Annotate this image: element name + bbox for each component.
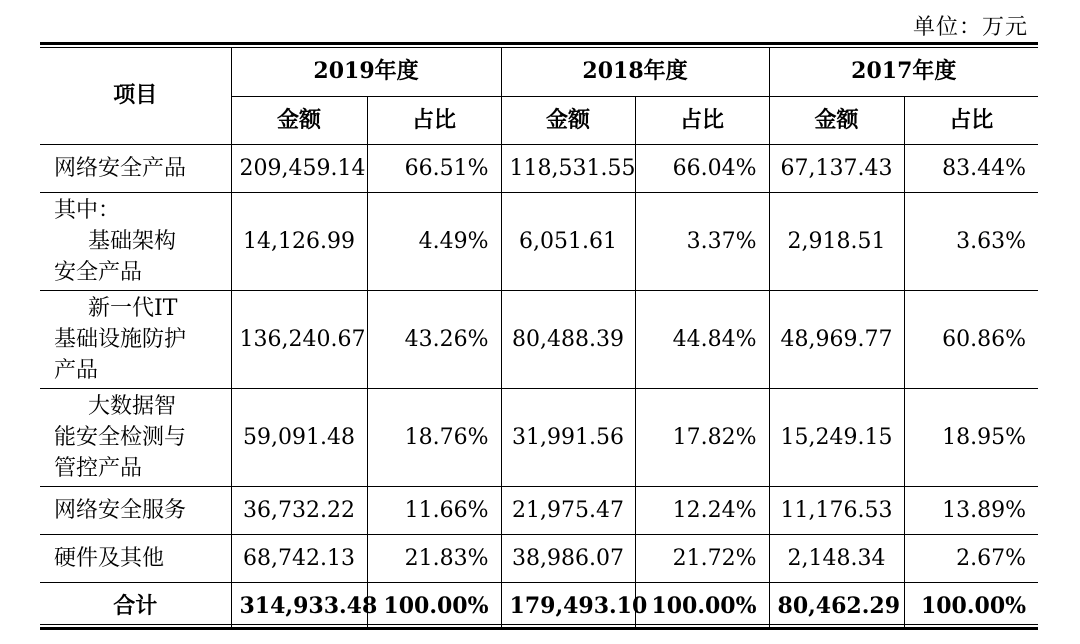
row-label-prefix: 其中：	[54, 197, 121, 223]
header-amount: 金额	[501, 96, 635, 144]
cell-ratio-2019: 21.83%	[367, 534, 501, 582]
total-row	[40, 582, 1038, 630]
row-label-line: 基础架构	[88, 228, 177, 254]
total-ratio-2019: 100.00%	[367, 582, 501, 630]
bottom-thick-rule	[40, 627, 1038, 630]
table-row	[40, 486, 1038, 534]
cell-amount-2019: 209,459.14	[231, 144, 367, 192]
cell-amount-2017: 48,969.77	[769, 290, 904, 388]
cell-ratio-2017: 13.89%	[904, 486, 1038, 534]
header-amount: 金额	[231, 96, 367, 144]
cell-amount-2018: 38,986.07	[501, 534, 635, 582]
table-row	[40, 534, 1038, 582]
cell-amount-2017: 11,176.53	[769, 486, 904, 534]
cell-amount-2018: 31,991.56	[501, 388, 635, 486]
row-label-line: 基础设施防护	[54, 326, 187, 352]
cell-amount-2017: 2,918.51	[769, 192, 904, 290]
header-year-2018: 2018年度	[501, 48, 769, 96]
cell-ratio-2018: 21.72%	[635, 534, 769, 582]
row-label-line: 产品	[54, 357, 99, 383]
row-label	[40, 534, 231, 582]
row-label-line: 安全产品	[54, 259, 143, 285]
total-ratio-2017: 100.00%	[904, 582, 1038, 630]
cell-amount-2018: 118,531.55	[501, 144, 635, 192]
cell-ratio-2019: 18.76%	[367, 388, 501, 486]
row-label	[40, 192, 231, 290]
row-label-line: 新一代IT	[88, 295, 178, 321]
header-ratio: 占比	[904, 96, 1038, 144]
cell-amount-2018: 80,488.39	[501, 290, 635, 388]
cell-ratio-2018: 17.82%	[635, 388, 769, 486]
cell-ratio-2017: 60.86%	[904, 290, 1038, 388]
row-label-line: 网络安全产品	[54, 155, 187, 181]
row-label-line: 硬件及其他	[54, 545, 165, 571]
cell-amount-2019: 68,742.13	[231, 534, 367, 582]
cell-ratio-2018: 3.37%	[635, 192, 769, 290]
cell-ratio-2018: 12.24%	[635, 486, 769, 534]
row-label-line: 网络安全服务	[54, 497, 187, 523]
row-label	[40, 144, 231, 192]
cell-ratio-2017: 18.95%	[904, 388, 1038, 486]
cell-amount-2019: 36,732.22	[231, 486, 367, 534]
total-amount-2018: 179,493.10	[501, 582, 635, 630]
unit-label: 单位：万元	[912, 15, 1028, 40]
total-amount-2019: 314,933.48	[231, 582, 367, 630]
cell-ratio-2019: 66.51%	[367, 144, 501, 192]
header-ratio: 占比	[635, 96, 769, 144]
header-amount: 金额	[769, 96, 904, 144]
revenue-table	[40, 48, 1038, 630]
cell-amount-2019: 59,091.48	[231, 388, 367, 486]
cell-ratio-2019: 11.66%	[367, 486, 501, 534]
total-amount-2017: 80,462.29	[769, 582, 904, 630]
cell-amount-2019: 14,126.99	[231, 192, 367, 290]
cell-ratio-2019: 43.26%	[367, 290, 501, 388]
row-label-line: 管控产品	[54, 455, 143, 481]
cell-amount-2017: 2,148.34	[769, 534, 904, 582]
row-label	[40, 486, 231, 534]
header-row-years	[40, 48, 1038, 96]
row-label	[40, 388, 231, 486]
table-row	[40, 290, 1038, 388]
cell-amount-2018: 21,975.47	[501, 486, 635, 534]
table-row	[40, 388, 1038, 486]
header-year-2017: 2017年度	[769, 48, 1038, 96]
row-label	[40, 290, 231, 388]
cell-ratio-2019: 4.49%	[367, 192, 501, 290]
top-thick-rule	[40, 42, 1038, 45]
cell-amount-2018: 6,051.61	[501, 192, 635, 290]
cell-amount-2017: 67,137.43	[769, 144, 904, 192]
cell-amount-2019: 136,240.67	[231, 290, 367, 388]
row-label-line: 大数据智	[88, 393, 177, 419]
cell-ratio-2017: 3.63%	[904, 192, 1038, 290]
table-row	[40, 192, 1038, 290]
cell-ratio-2018: 44.84%	[635, 290, 769, 388]
cell-ratio-2017: 83.44%	[904, 144, 1038, 192]
bottom-thin-rule	[40, 624, 1038, 625]
cell-ratio-2018: 66.04%	[635, 144, 769, 192]
header-item: 项目	[40, 48, 231, 144]
row-label-line: 能安全检测与	[54, 424, 187, 450]
cell-ratio-2017: 2.67%	[904, 534, 1038, 582]
header-ratio: 占比	[367, 96, 501, 144]
cell-amount-2017: 15,249.15	[769, 388, 904, 486]
table-row	[40, 144, 1038, 192]
total-ratio-2018: 100.00%	[635, 582, 769, 630]
header-year-2019: 2019年度	[231, 48, 501, 96]
total-label: 合计	[40, 582, 231, 630]
